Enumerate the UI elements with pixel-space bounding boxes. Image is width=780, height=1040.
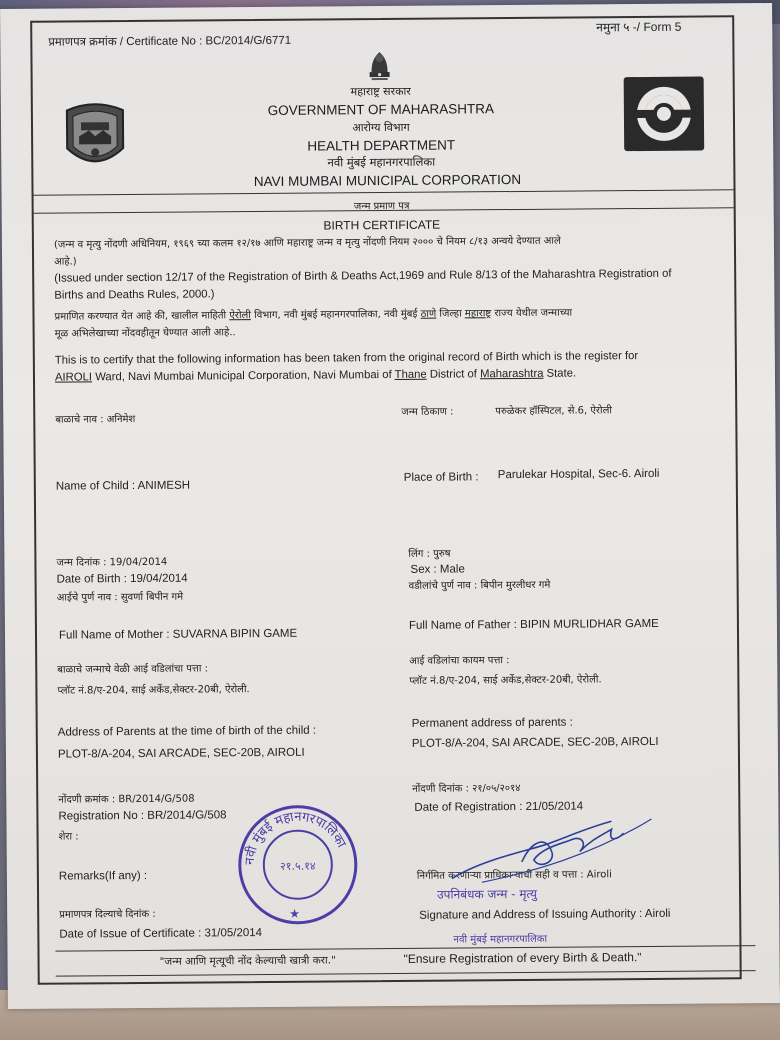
title-marathi: जन्म प्रमाण पत्र	[353, 200, 410, 213]
issue-date-english: Date of Issue of Certificate : 31/05/2014	[59, 927, 263, 941]
footer-slogan-marathi: "जन्म आणि मृत्यूची नोंद केल्याची खात्री करा."	[159, 954, 336, 968]
sex-english: Sex : Male	[410, 563, 465, 576]
header-gov-english: GOVERNMENT OF MAHARASHTRA	[267, 101, 495, 118]
birth-address-marathi-label: बाळाचे जन्माचे वेळी आई वडिलांचा पत्ता :	[57, 663, 208, 676]
title-english: BIRTH CERTIFICATE	[323, 217, 441, 233]
birth-place-marathi-label: जन्म ठिकाण :	[401, 406, 454, 418]
child-name-marathi: बाळाचे नाव : अनिमेश	[55, 413, 136, 426]
birth-address-english-value: PLOT-8/A-204, SAI ARCADE, SEC-20B, AIROLI	[57, 746, 305, 761]
stamp-center-date: २१.५.१४	[279, 859, 316, 873]
certificate-number: प्रमाणपत्र क्रमांक / Certificate No : BC/2014/G/6771	[48, 34, 292, 49]
father-name-english: Full Name of Father : BIPIN MURLIDHAR GAME	[408, 617, 659, 632]
birth-address-marathi-value: प्लॉट नं.8/ए-204, साई अर्केड,सेक्टर-20बी, ऐरोली.	[57, 684, 250, 697]
header-gov-marathi: महाराष्ट्र सरकार	[350, 84, 411, 99]
act-english: (Issued under section 12/17 of the Registration of Birth & Deaths Act,1969 and Rule 8/13 of the Maharashtra Registration of Births and Deaths Rules, 2000.)	[54, 267, 672, 302]
header-divider	[34, 189, 734, 195]
birth-place-english-value: Parulekar Hospital, Sec-6. Airoli	[497, 467, 660, 482]
header-dept-marathi: आरोग्य विभाग	[352, 120, 410, 135]
stamp-ring-text: नवी मुंबई महानगरपालिका	[242, 809, 349, 866]
header-corp-english: NAVI MUMBAI MUNICIPAL CORPORATION	[253, 171, 522, 190]
issue-date-marathi: प्रमाणपत्र दिल्याचे दिनांक :	[59, 908, 156, 921]
svg-text:★: ★	[289, 906, 301, 921]
authority-signature-icon	[411, 799, 672, 911]
issuing-authority-marathi: निर्गमित करणाऱ्या प्राधिकाऱ्याची सही व पत्ता : Airoli	[416, 869, 612, 882]
child-name-english: Name of Child : ANIMESH	[55, 479, 191, 493]
footer-slogan-english: "Ensure Registration of every Birth & Death."	[403, 950, 642, 966]
father-name-marathi: वडीलांचे पुर्ण नाव : बिपीन मुरलीधर गमे	[408, 579, 551, 592]
permanent-address-marathi-value: प्लॉट नं.8/ए-204, साई अर्केड,सेक्टर-20बी, ऐरोली.	[409, 674, 602, 687]
registration-date-english: Date of Registration : 21/05/2014	[414, 800, 584, 814]
footer-slogan-bar	[55, 945, 755, 976]
sex-marathi: लिंग : पुरुष	[408, 548, 451, 560]
registrar-stamp-line2: नवी मुंबई महानगरपालिका	[453, 933, 548, 946]
dob-marathi: जन्म दिनांक : 19/04/2014	[56, 556, 168, 569]
registration-number-marathi: नोंदणी क्रमांक : BR/2014/G/508	[58, 793, 195, 806]
header-dept-english: HEALTH DEPARTMENT	[307, 137, 456, 154]
remarks-english: Remarks(If any) :	[58, 869, 148, 883]
birth-place-english-label: Place of Birth :	[403, 471, 479, 484]
certify-marathi: प्रमाणित करण्यात येत आहे की, खालील माहिती ऐरोली विभाग, नवी मुंबई महानगरपालिका, नवी मुंबई ठाणे जिल्हा महाराष्ट्र राज्य येथील जन्माच्या मूळ अभिलेखाच्या नोंदवहीतून घेण्यात आली आहे..	[54, 307, 573, 340]
form-number: नमुना ५ -/ Form 5	[596, 19, 682, 35]
round-office-stamp-icon	[234, 803, 361, 926]
certify-english: This is to certify that the following information has been taken from the original record of Birth which is the register for AIROLI Ward, Navi Mumbai Municipal Corporation, Navi Mumbai of Thane District of Maharashtra State.	[54, 350, 639, 384]
birth-address-english-label: Address of Parents at the time of birth of the child :	[57, 724, 317, 739]
header-corp-marathi: नवी मुंबई महानगरपालिका	[327, 154, 436, 170]
registration-date-marathi: नोंदणी दिनांक : २१/०५/२०१४	[412, 782, 521, 795]
permanent-address-english-value: PLOT-8/A-204, SAI ARCADE, SEC-20B, AIROLI	[411, 735, 659, 750]
mother-name-marathi: आईचे पुर्ण नाव : सुवर्णा बिपीन गमे	[56, 591, 184, 604]
issuing-authority-english: Signature and Address of Issuing Authority : Airoli	[419, 907, 671, 922]
registration-number-english: Registration No : BR/2014/G/508	[58, 809, 227, 823]
dob-english: Date of Birth : 19/04/2014	[56, 572, 188, 586]
remarks-marathi: शेरा :	[58, 831, 79, 843]
birth-certificate-sheet	[0, 3, 780, 1009]
birth-place-marathi-value: परुळेकर हॉस्पिटल, से.6, ऐरोली	[495, 405, 612, 418]
registrar-stamp-line1: उपनिबंधक जन्म - मृत्यु	[436, 886, 538, 902]
act-marathi: (जन्म व मृत्यु नोंदणी अधिनियम, १९६९ च्या कलम १२/१७ आणि महाराष्ट्र जन्म व मृत्यु नोंदणी नियम २००० चे नियम ८/१३ अन्वये देण्यात आले आहे.)	[53, 235, 561, 268]
mother-name-english: Full Name of Mother : SUVARNA BIPIN GAME	[58, 627, 298, 642]
permanent-address-marathi-label: आई वडिलांचा कायम पत्ता :	[409, 655, 510, 667]
national-emblem-icon	[365, 46, 393, 82]
permanent-address-english-label: Permanent address of parents :	[411, 716, 573, 730]
